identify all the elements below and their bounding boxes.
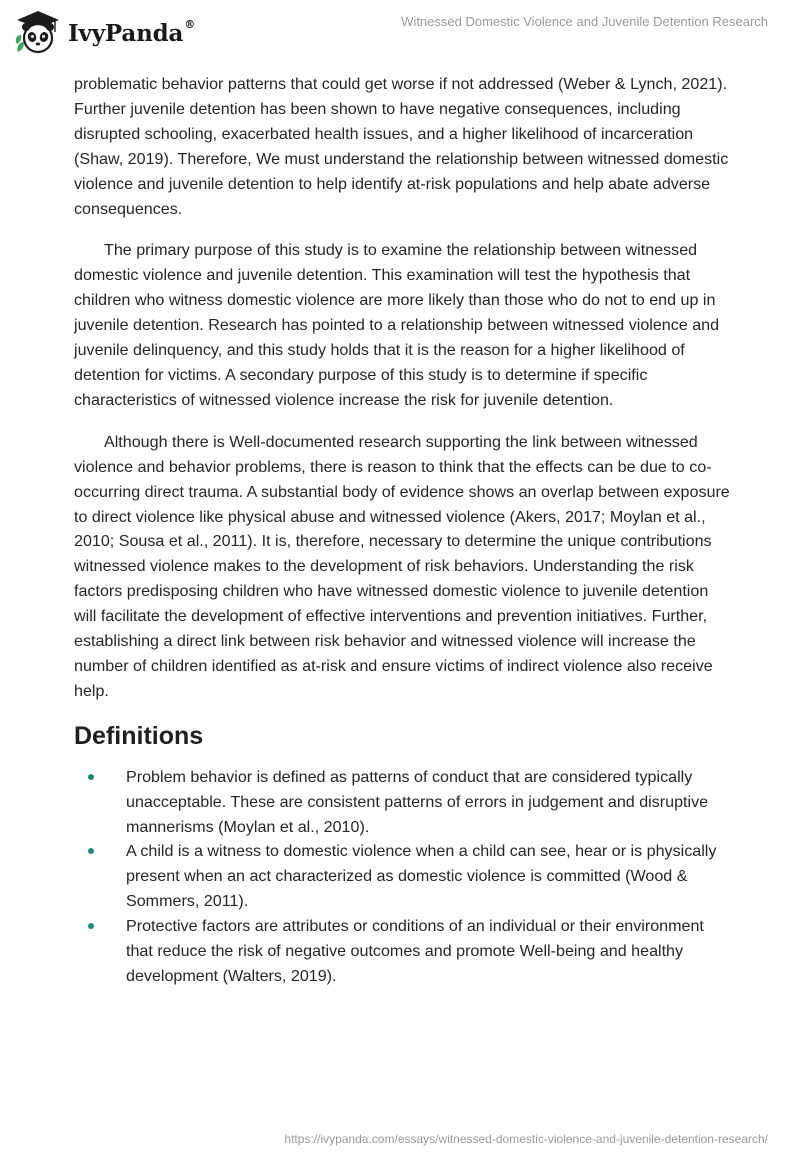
page-header (0, 0, 800, 70)
definition-text: Protective factors are attributes or conditions of an individual or their environment that reduce the risk of negative outcomes and promote Well-being and healthy development (Walters, 2019). (126, 917, 704, 985)
source-url-link[interactable]: https://ivypanda.com/essays/witnessed-domestic-violence-and-juvenile-detention-research/ (284, 1132, 768, 1146)
definition-item (74, 914, 734, 989)
definitions-heading: Definitions (74, 721, 204, 750)
definition-text: A child is a witness to domestic violence when a child can see, hear or is physically present when an act characterized as domestic violence is committed (Wood & Sommers, 2011). (126, 842, 717, 911)
definitions-list (74, 765, 734, 989)
definition-text: Problem behavior is defined as patterns of conduct that are considered typically unacceptable. These are consistent patterns of errors in judgement and disruptive mannerisms (Moylan et al., 2010). (126, 767, 709, 836)
registered-mark: ® (184, 17, 195, 31)
definition-item (74, 839, 734, 914)
bullet-icon (88, 923, 94, 929)
logo-wordmark (68, 17, 195, 47)
paragraph-2: The primary purpose of this study is to examine the relationship between witnessed domestic violence and juvenile detention. This examination will test the hypothesis that children who witness domestic violence are more likely than those who do not to end up in juvenile detention. Research has pointed to a relationship between witnessed violence and juvenile delinquency, and this study holds that it is the reason for a higher likelihood of detention for victims. A secondary purpose of this study is to determine if specific characteristics of witnessed violence increase the risk for juvenile detention. (74, 241, 720, 409)
ivypanda-logo[interactable] (14, 8, 195, 56)
logo-text: IvyPanda (68, 19, 184, 47)
panda-graduate-icon (14, 8, 62, 56)
essay-body (74, 72, 734, 989)
bullet-icon (88, 774, 94, 780)
bullet-icon (88, 848, 94, 854)
definition-item (74, 765, 734, 840)
document-title: Witnessed Domestic Violence and Juvenile Detention Research (401, 14, 768, 29)
paragraph-1: problematic behavior patterns that could get worse if not addressed (Weber & Lynch, 2021). Further juvenile detention has been shown to have negative consequences, including disrupted schooling, exacerbated health issues, and a higher likelihood of incarceration (Shaw, 2019). Therefore, We must understand the relationship between witnessed domestic violence and juvenile detention to help identify at-risk populations and help abate adverse consequences. (74, 75, 729, 218)
paragraph-3: Although there is Well-documented research supporting the link between witnessed violence and behavior problems, there is reason to think that the effects can be due to co-occurring direct trauma. A substantial body of evidence shows an overlap between exposure to direct violence like physical abuse and witnessed violence (Akers, 2017; Moylan et al., 2010; Sousa et al., 2011). It is, therefore, necessary to determine the unique contributions witnessed violence makes to the development of risk behaviors. Understanding the risk factors predisposing children who have witnessed domestic violence to juvenile detention will facilitate the development of effective interventions and prevention initiatives. Further, establishing a direct link between risk behavior and witnessed violence will increase the number of children identified as at-risk and ensure victims of indirect violence also receive help. (74, 432, 730, 700)
